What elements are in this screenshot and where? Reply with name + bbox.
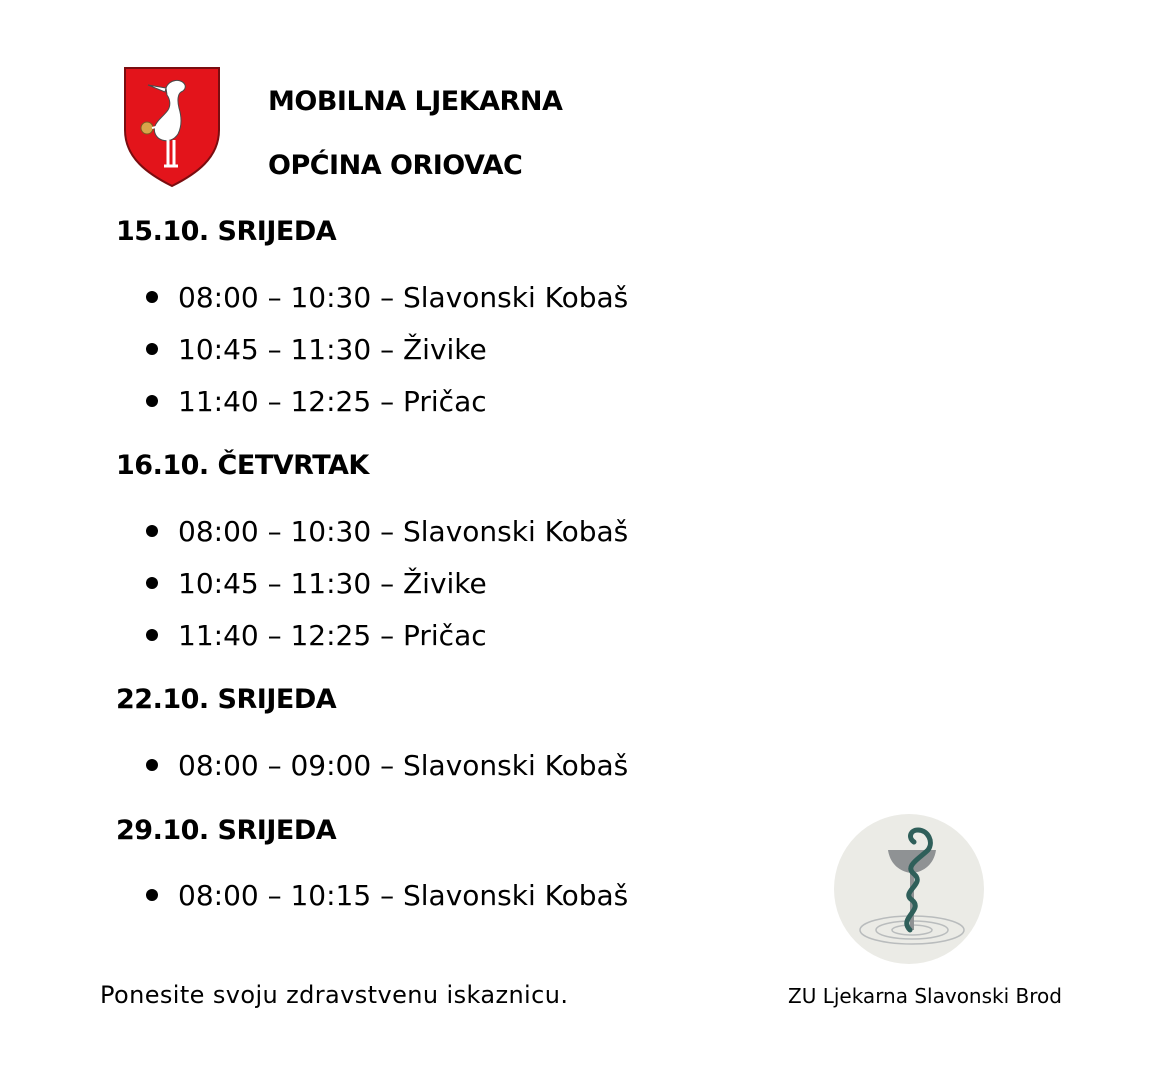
schedule-entry [146, 616, 487, 656]
schedule-entry-text: 10:45 – 11:30 – Živike [178, 333, 487, 366]
schedule-entry-text: 10:45 – 11:30 – Živike [178, 567, 487, 600]
page-title: MOBILNA LJEKARNA [268, 86, 563, 117]
day-heading: 22.10. SRIJEDA [116, 684, 337, 715]
municipality-title: OPĆINA ORIOVAC [268, 150, 523, 181]
schedule-entry [146, 876, 628, 916]
schedule-entry [146, 278, 628, 318]
day-heading: 15.10. SRIJEDA [116, 216, 337, 247]
bullet-icon [146, 629, 158, 641]
pharmacy-name: ZU Ljekarna Slavonski Brod [788, 984, 1062, 1008]
bullet-icon [146, 343, 158, 355]
schedule-entry-text: 11:40 – 12:25 – Pričac [178, 385, 487, 418]
schedule-entry-text: 08:00 – 10:30 – Slavonski Kobaš [178, 281, 629, 314]
day-heading: 29.10. SRIJEDA [116, 815, 337, 846]
coat-of-arms-icon [122, 66, 222, 188]
schedule-entry-text: 08:00 – 10:15 – Slavonski Kobaš [178, 879, 629, 912]
day-heading: 16.10. ČETVRTAK [116, 450, 369, 481]
schedule-entry [146, 330, 487, 370]
bullet-icon [146, 395, 158, 407]
bullet-icon [146, 889, 158, 901]
footer-note: Ponesite svoju zdravstvenu iskaznicu. [100, 981, 569, 1009]
bullet-icon [146, 291, 158, 303]
schedule-entry-text: 08:00 – 09:00 – Slavonski Kobaš [178, 749, 629, 782]
schedule-entry [146, 746, 628, 786]
schedule-entry [146, 564, 487, 604]
bullet-icon [146, 759, 158, 771]
bullet-icon [146, 525, 158, 537]
schedule-entry [146, 512, 628, 552]
schedule-entry-text: 08:00 – 10:30 – Slavonski Kobaš [178, 515, 629, 548]
pharmacy-logo-icon [832, 812, 986, 966]
bullet-icon [146, 577, 158, 589]
schedule-entry-text: 11:40 – 12:25 – Pričac [178, 619, 487, 652]
schedule-entry [146, 382, 487, 422]
